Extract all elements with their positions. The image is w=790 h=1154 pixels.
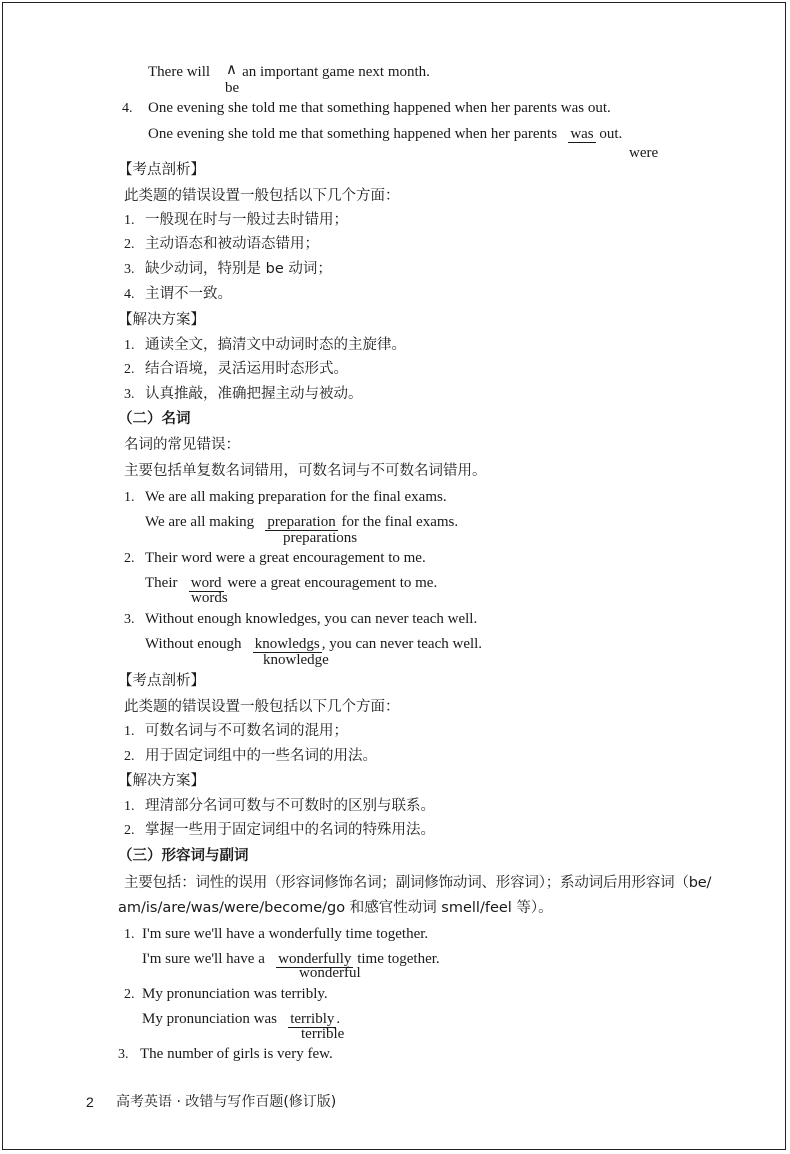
list-item: 理清部分名词可数与不可数时的区别与联系。 [145,798,435,814]
example-number: 2. [124,987,135,1002]
example-number: 3. [118,1047,129,1062]
intro-text: 此类题的错误设置一般包括以下几个方面： [124,188,400,204]
list-number: 4. [124,287,135,302]
intro-text: am/is/are/was/were/become/go 和感官性动词 smell/feel 等）。 [118,900,553,916]
marked-word: word [190,575,222,591]
wrong-sentence: The number of girls is very few. [140,1046,333,1062]
section-heading: 【考点剖析】 [118,162,205,178]
corrected-sentence: Without enough knowledgs , you can never teach well. [145,636,483,652]
example-number: 1. [124,927,135,942]
list-item: 用于固定词组中的一些名词的用法。 [145,748,377,764]
list-number: 3. [124,387,135,402]
list-item: 主谓不一致。 [145,286,232,302]
example-number: 1. [124,490,135,505]
intro-text: 此类题的错误设置一般包括以下几个方面： [124,699,400,715]
marked-word: wonderfully [278,951,352,967]
correction-word: wonderful [299,965,361,981]
wrong-sentence: My pronunciation was terribly. [142,986,328,1002]
wrong-sentence: We are all making preparation for the final exams. [145,489,447,505]
list-item: 结合语境，灵活运用时态形式。 [145,361,348,377]
correction-word: knowledge [263,652,329,668]
wrong-sentence: Their word were a great encouragement to me. [145,550,426,566]
corrected-sentence: I'm sure we'll have a wonderfully time together. [142,951,440,967]
correction-word: words [191,590,228,606]
corrected-sentence: One evening she told me that something happened when her parents was out. [148,126,623,142]
correction-word: be [225,80,240,96]
list-number: 1. [124,213,135,228]
list-number: 1. [124,338,135,353]
marked-word: was [570,126,594,142]
intro-text: 主要包括：词性的误用（形容词修饰名词；副词修饰动词、形容词）；系动词后用形容词（be/ [124,875,712,891]
wrong-sentence: I'm sure we'll have a wonderfully time together. [142,926,429,942]
page-number: 2 [86,1094,94,1110]
marked-word: knowledgs [254,636,320,652]
marked-word: preparation [267,514,336,530]
correction-word: preparations [283,530,358,546]
list-number: 2. [124,362,135,377]
example-number: 3. [124,612,135,627]
example-number: 4. [122,101,133,116]
section-heading: 【解决方案】 [118,312,205,328]
intro-text: 主要包括单复数名词错用，可数名词与不可数名词错用。 [124,463,487,479]
list-number: 2. [124,237,135,252]
correction-word: were [629,145,659,161]
list-item: 通读全文，搞清文中动词时态的主旋律。 [145,337,406,353]
list-item: 主动语态和被动语态错用； [145,236,319,252]
list-item: 一般现在时与一般过去时错用； [145,212,348,228]
section-heading: （二）名词 [118,411,191,427]
list-item: 可数名词与不可数名词的混用； [145,723,348,739]
book-title: 高考英语 · 改错与写作百题(修订版) [116,1094,337,1110]
list-item: 掌握一些用于固定词组中的名词的特殊用法。 [145,822,435,838]
marked-word: terribly [290,1011,335,1027]
corrected-sentence: My pronunciation was terribly . [142,1011,341,1027]
example-line: There will an important game next month. [148,64,430,80]
section-heading: 【考点剖析】 [118,673,205,689]
wrong-sentence: Without enough knowledges, you can never teach well. [145,611,478,627]
list-number: 2. [124,749,135,764]
insert-caret: ∧ [226,60,237,78]
correction-word: terrible [301,1026,345,1042]
wrong-sentence: One evening she told me that something happened when her parents was out. [148,100,611,116]
corrected-sentence: Their word were a great encouragement to me. [145,575,438,591]
list-item: 认真推敲，准确把握主动与被动。 [145,386,363,402]
list-number: 3. [124,262,135,277]
list-number: 2. [124,823,135,838]
list-number: 1. [124,724,135,739]
example-number: 2. [124,551,135,566]
intro-text: 名词的常见错误： [124,437,240,453]
section-heading: 【解决方案】 [118,773,205,789]
section-heading: （三）形容词与副词 [118,848,249,864]
corrected-sentence: We are all making preparation for the final exams. [145,514,459,530]
list-number: 1. [124,799,135,814]
list-item: 缺少动词，特别是 be 动词； [145,261,332,277]
